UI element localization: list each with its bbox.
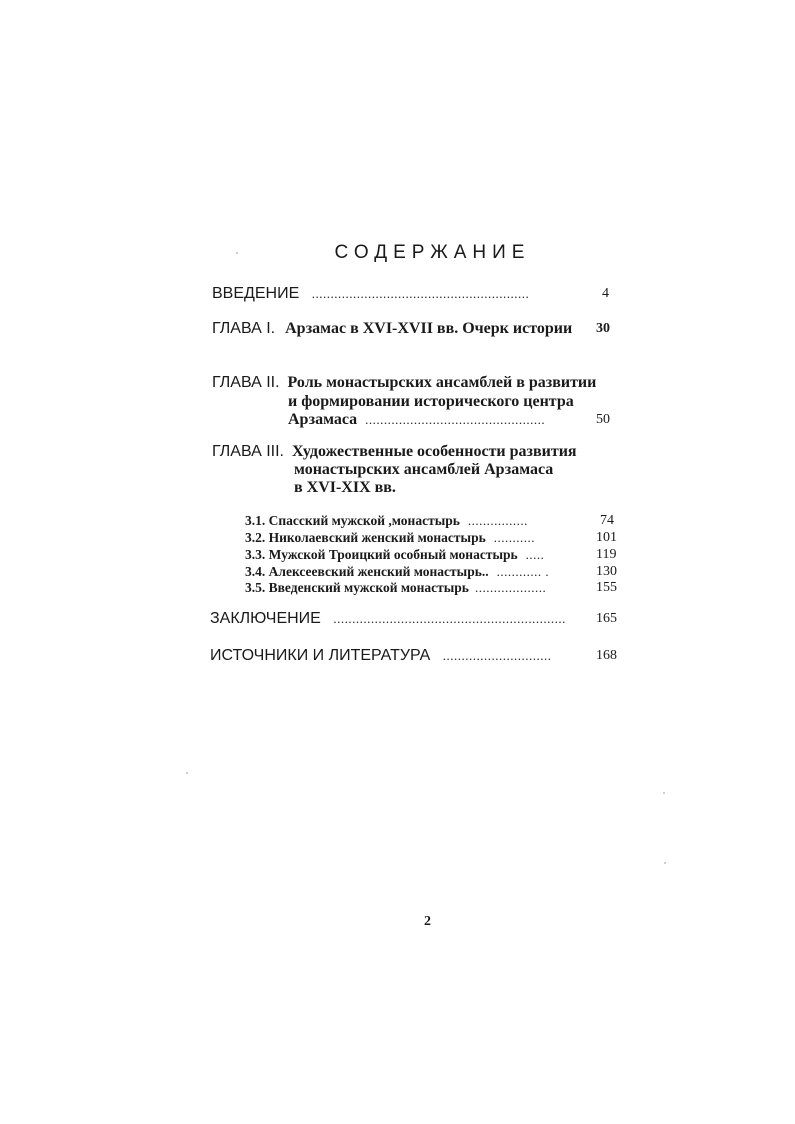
subsection-title: 3.4. Алексеевский женский монастырь.. <box>245 564 489 579</box>
page-ref: 101 <box>596 530 617 545</box>
scan-speck <box>186 772 188 774</box>
leader-dots: ................... <box>474 580 547 595</box>
leader-dots: .......................................................... <box>311 286 530 301</box>
entry-label: ГЛАВА II. <box>212 374 280 391</box>
scan-speck <box>236 252 238 254</box>
toc-entry-sources <box>210 646 551 666</box>
entry-title-line: монастырских ансамблей Арзамаса <box>294 461 554 478</box>
subsection-title: 3.3. Мужской Троицкий особный монастырь <box>245 547 518 562</box>
page-ref: 4 <box>602 286 609 301</box>
leader-dots: ................ <box>467 513 528 528</box>
entry-label: ЗАКЛЮЧЕНИЕ <box>210 610 321 627</box>
subsection-title: 3.1. Спасский мужской ,монастырь <box>245 513 460 528</box>
page-ref: 30 <box>596 321 610 336</box>
toc-subsection <box>245 578 546 598</box>
toc-entry-chapter-2 <box>212 373 596 393</box>
subsection-title: 3.5. Введенский мужской монастырь <box>245 580 469 595</box>
entry-label: ИСТОЧНИКИ И ЛИТЕРАТУРА <box>210 647 431 664</box>
entry-label: ГЛАВА I. <box>212 320 276 337</box>
entry-title-line: и формировании исторического центра <box>288 393 574 410</box>
leader-dots: ..... <box>525 547 545 562</box>
leader-dots: ............ . <box>496 564 550 579</box>
page-ref: 119 <box>596 547 617 562</box>
page-ref: 130 <box>596 564 617 579</box>
toc-title: СОДЕРЖАНИЕ <box>334 242 531 263</box>
entry-label: ВВЕДЕНИЕ <box>212 285 300 302</box>
entry-label: ГЛАВА III. <box>212 443 284 460</box>
entry-title: Арзамас в XVI-XVII вв. Очерк истории <box>285 320 573 337</box>
entry-title-line: Арзамаса <box>288 411 358 428</box>
toc-entry-introduction <box>212 284 529 304</box>
entry-title-last-line <box>288 410 545 430</box>
page-ref: 74 <box>600 513 614 528</box>
toc-entry-chapter-3 <box>212 442 577 462</box>
scan-speck <box>663 792 665 794</box>
page-ref: 165 <box>596 611 617 626</box>
scan-speck <box>664 862 666 864</box>
page-ref: 168 <box>596 648 617 663</box>
page-number: 2 <box>424 914 431 929</box>
toc-entry-conclusion <box>210 609 566 629</box>
leader-dots: ................................................ <box>365 412 546 427</box>
page-ref: 155 <box>596 580 617 595</box>
leader-dots: .............................................................. <box>333 611 566 626</box>
entry-title-line: Роль монастырских ансамблей в развитии <box>287 374 597 391</box>
leader-dots: ............................. <box>442 648 552 663</box>
entry-title-line: в XVI-XIX вв. <box>294 479 396 496</box>
toc-entry-chapter-1 <box>212 319 572 339</box>
subsection-title: 3.2. Николаевский женский монастырь <box>245 530 486 545</box>
entry-title-line: Художественные особенности развития <box>291 443 577 460</box>
leader-dots: ........... <box>493 530 535 545</box>
page-ref: 50 <box>596 412 610 427</box>
